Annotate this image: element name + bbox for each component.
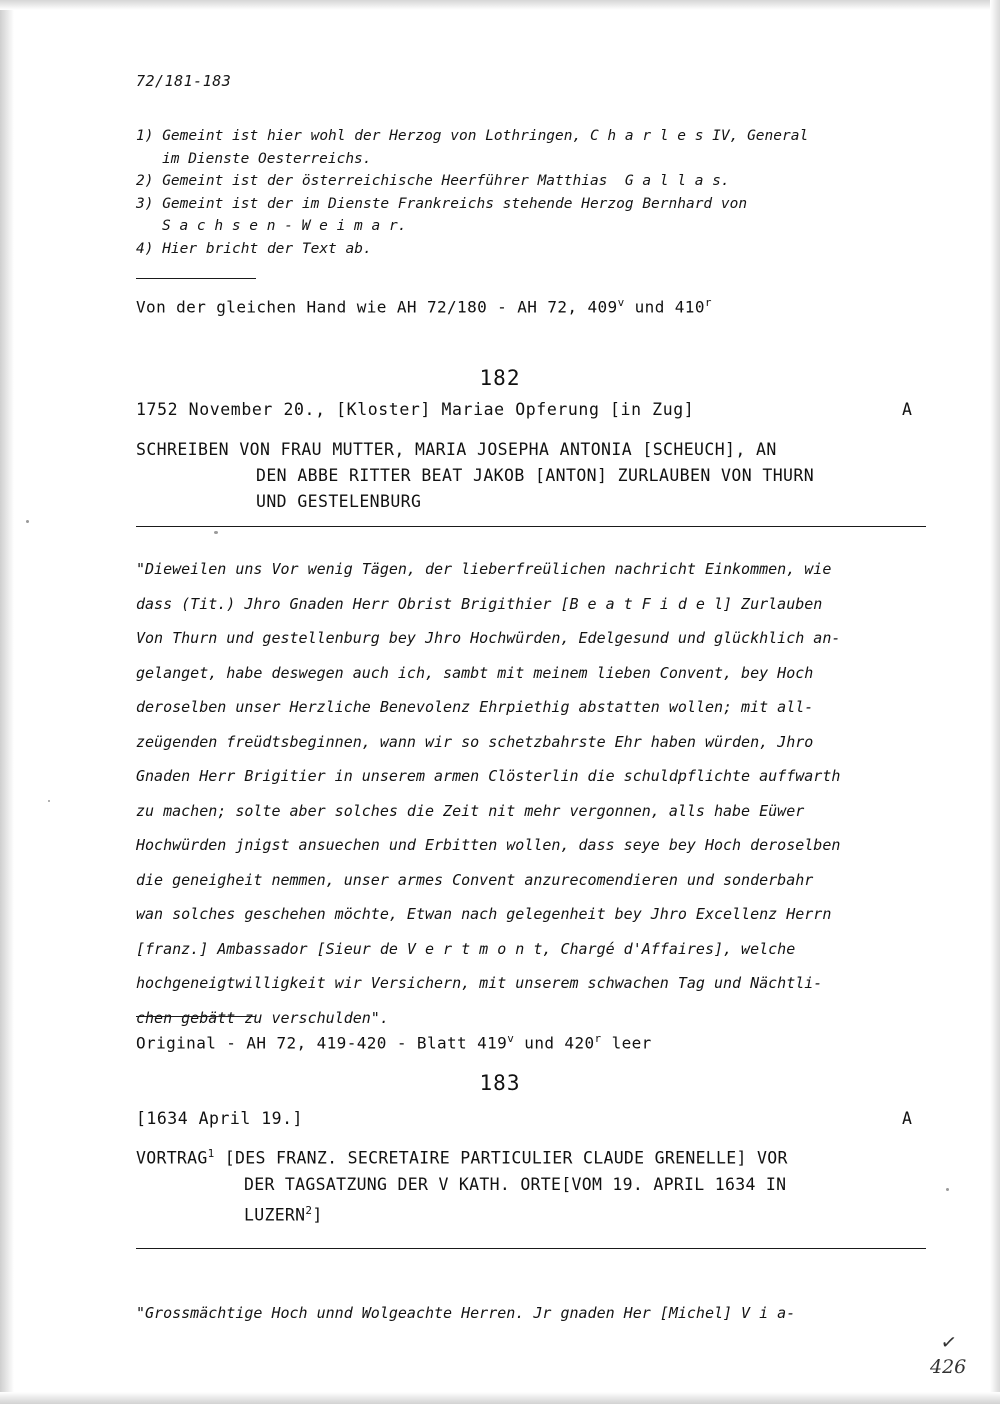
body-line: Von Thurn und gestellenburg bey Jhro Hochwürden, Edelgesund und glückhlich an- [136,629,841,647]
original-text-after: leer [601,1033,652,1053]
body-line: wan solches geschehen möchte, Etwan nach gelegenheit bey Jhro Excellenz Herrn [136,905,832,923]
title-183-line3-post: ] [312,1205,323,1224]
footnotes-block [136,125,936,260]
hand-note-sup-r: r [704,296,712,309]
footnote-item: 4) Hier bricht der Text ab. [136,240,372,257]
document-title-183 [136,1141,936,1228]
hand-note-sup-v: v [617,296,625,309]
footnote-item-continuation: im Dienste Oesterreichs. [162,150,372,167]
title-182-line3: UND GESTELENBURG [256,492,422,511]
title-183-line3-pre: LUZERN [244,1205,306,1224]
body-line: hochgeneigtwilligkeit wir Versichern, mit unserem schwachen Tag und Nächtli- [136,974,823,992]
hand-note-text-middle: und 410 [624,297,705,317]
title-183-footnote-marker-2: 2 [305,1203,313,1217]
divider-rule [136,1248,926,1249]
dateline-182-text: 1752 November 20., [Kloster] Mariae Opferung [in Zug] [136,400,695,419]
body-line: "Grossmächtige Hoch unnd Wolgeachte Herren. Jr gnaden Her [Michel] V i a- [136,1304,796,1322]
hand-note [136,296,712,316]
body-line: chen gebätt zu verschulden". [136,1008,389,1027]
page-number-annotation: 426 [930,1356,967,1378]
dateline-183-marker: A [902,1109,913,1128]
title-182-line2: DEN ABBE RITTER BEAT JAKOB [ANTON] ZURLAUBEN VON THURN [256,466,815,485]
title-182-line1: SCHREIBEN VON FRAU MUTTER, MARIA JOSEPHA ANTONIA [SCHEUCH], AN [136,440,777,459]
body-line: die geneigheit nemmen, unser armes Convent anzurecomendieren und sonderbahr [136,870,814,889]
document-number-183: 183 [479,1071,521,1095]
divider-rule [136,278,256,279]
title-183-line1-pre: VORTRAG [136,1148,208,1168]
body-line: zu machen; solte aber solches die Zeit nit mehr vergonnen, alls habe Eüwer [136,801,805,820]
original-sup-r: r [594,1032,602,1045]
divider-rule [136,526,926,527]
title-183-footnote-marker-1: 1 [207,1147,215,1160]
document-title-182 [136,437,936,515]
body-line: "Dieweilen uns Vor wenig Tägen, der lieberfreülichen nachricht Einkommen, wie [136,560,832,578]
document-body-182 [136,552,936,1035]
document-number-182: 182 [479,366,521,390]
original-reference-182 [136,1032,652,1052]
title-183-line3 [136,1198,936,1229]
original-text-middle: und 420 [514,1033,595,1053]
body-line: deroselben unser Herzliche Benevolenz Ehrpiethig abstatten wollen; mit all- [136,698,814,716]
footnote-item: 1) Gemeint ist hier wohl der Herzog von Lothringen, C h a r l e s IV, General [136,128,809,144]
body-line: gelanget, habe deswegen auch ich, sambt mit meinem lieben Convent, bey Hoch [136,663,814,682]
dateline-182-marker: A [902,400,913,419]
hand-note-text-before: Von der gleichen Hand wie AH 72/180 - AH 72, 409 [136,297,618,317]
body-line: Gnaden Herr Brigitier in unserem armen Clösterlin die schuldpflichte auffwarth [136,767,841,785]
original-sup-v: v [507,1032,515,1045]
footnote-item-continuation: S a c h s e n - W e i m a r. [162,218,407,234]
body-line: dass (Tit.) Jhro Gnaden Herr Obrist Brigithier [B e a t F i d e l] Zurlauben [136,594,823,613]
body-line: zeügenden freüdtsbeginnen, wann wir so schetzbahrste Ehr haben würden, Jhro [136,732,814,751]
document-body-183 [136,1283,936,1343]
title-183-line1-post: [DES FRANZ. SECRETAIRE PARTICULIER CLAUDE GRENELLE] VOR [214,1148,788,1168]
original-text-before: Original - AH 72, 419-420 - Blatt 419 [136,1033,508,1053]
body-line: Hochwürden jnigst ansuechen und Erbitten wollen, dass seye bey Hoch deroselben [136,836,841,854]
check-mark-annotation: ✓ [940,1329,957,1356]
title-183-line2: DER TAGSATZUNG DER V KATH. ORTE[VOM 19. APRIL 1634 IN [244,1174,787,1194]
body-line: [franz.] Ambassador [Sieur de V e r t m o n t, Chargé d'Affaires], welche [136,939,796,958]
footnote-item: 3) Gemeint ist der im Dienste Frankreichs stehende Herzog Bernhard von [136,195,748,212]
footnote-item: 2) Gemeint ist der österreichische Heerführer Matthias G a l l a s. [136,173,730,189]
dateline-182 [136,400,913,419]
dateline-183 [136,1109,913,1128]
divider-rule [136,1016,256,1017]
folio-number: 72/181-183 [136,72,232,90]
dateline-183-text: [1634 April 19.] [136,1109,303,1128]
